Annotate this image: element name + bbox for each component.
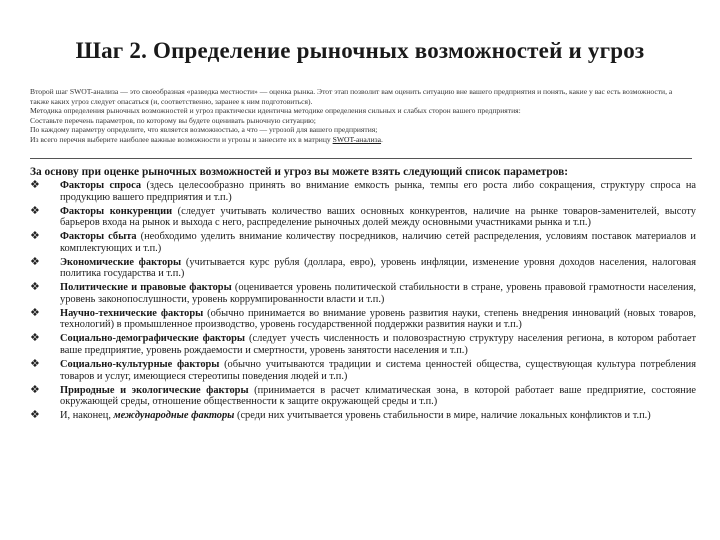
factor-description: (оценивается уровень политической стабильности в стране, уровень правовой грамотности населения, уровень законопослушности, уровень коррумпированности власти и т.п.): [60, 282, 696, 305]
diamond-bullet-icon: ❖: [30, 331, 40, 345]
intro-paragraph: Составьте перечень параметров, по которому вы будете оценивать рыночную ситуацию;: [30, 115, 316, 125]
factor-description: (обычно учитываются традиции и система ценностей общества, существующая культура потребления товаров и услуг, имеющиеся стереотипы поведения людей и т.п.): [60, 359, 696, 382]
factor-term: Факторы сбыта: [60, 231, 137, 243]
factor-term: Социально-культурные факторы: [60, 359, 220, 371]
factor-description: (обычно принимается во внимание уровень развития науки, степень внедрения инноваций (новых товаров, технологий) в промышленное производство, уровень государственной поддержки развития науки и т.п.): [60, 307, 696, 331]
diamond-bullet-icon: ❖: [30, 408, 40, 422]
list-item: [30, 203, 696, 229]
list-item: [30, 254, 696, 280]
intro-paragraph: [30, 135, 692, 145]
intro-paragraph: Методика определения рыночных возможностей и угроз практически идентична методике определения сильных и слабых сторон вашего предприятия:: [30, 106, 521, 116]
factor-description: (учитывается курс рубля (доллара, евро), уровень инфляции, изменение уровня доходов населения, налоговая политика государства и т.п.): [60, 256, 696, 280]
factor-description: (следует учитывать количество ваших основных конкурентов, наличие на рынке товаров-заменителей, высоту барьеров входа на рынок и выхода с него, распределение рыночных долей между основными участниками рынка и т.п.): [60, 205, 696, 229]
factor-term: Факторы спроса: [60, 180, 142, 191]
list-item: [30, 180, 696, 203]
list-item: [30, 359, 696, 382]
factor-term: Экономические факторы: [60, 256, 182, 268]
diamond-bullet-icon: ❖: [30, 382, 40, 396]
diamond-bullet-icon: ❖: [30, 357, 40, 371]
list-item: [30, 305, 696, 331]
factors-lead-heading: За основу при оценке рыночных возможностей и угроз вы можете взять следующий список параметров:: [30, 166, 569, 178]
factor-term: Социально-демографические факторы: [60, 333, 246, 345]
factor-term: Политические и правовые факторы: [60, 282, 232, 294]
intro-text: [30, 87, 692, 145]
list-item: [30, 333, 696, 356]
diamond-bullet-icon: ❖: [30, 203, 40, 217]
factor-description: (здесь целесообразно принять во внимание емкость рынка, темпы его роста либо сокращения, структуру спроса на продукцию вашего предприятия и т.п.): [60, 180, 696, 203]
intro-text-fragment: Из всего перечня выберите наиболее важные возможности и угрозы и занесите их в матрицу: [30, 134, 333, 144]
diamond-bullet-icon: ❖: [30, 280, 40, 294]
factor-term: международные факторы: [113, 410, 235, 422]
diamond-bullet-icon: ❖: [30, 178, 40, 191]
swot-analysis-link[interactable]: SWOT-анализа: [332, 134, 382, 144]
list-item: [30, 282, 696, 305]
factor-description: (принимается в расчет климатическая зона, в которой работает ваше предприятие, состояние окружающей среды, отношение общественности к защите окружающей среды и т.п.): [60, 384, 697, 408]
intro-text-fragment: .: [381, 134, 383, 144]
list-item: [30, 382, 697, 408]
diamond-bullet-icon: ❖: [30, 229, 40, 243]
factors-list: [30, 180, 696, 424]
factor-description: (среди них учитывается уровень стабильности в мире, наличие локальных конфликтов и т.п.): [234, 410, 651, 422]
list-item: [30, 410, 696, 422]
factor-term: Научно-технические факторы: [60, 307, 204, 319]
diamond-bullet-icon: ❖: [30, 254, 40, 268]
page-title: Шаг 2. Определение рыночных возможностей и угроз: [75, 38, 645, 63]
intro-paragraph: Второй шаг SWOT-анализа — это своеобразная «разведка местности» — оценка рынка. Этот этап позволит вам оценить ситуацию вне вашего предприятия и понять, какие у вас есть возможности, а также каких угроз следует опасаться (и, соответственно, заранее к ним подготовиться).: [30, 87, 673, 106]
factor-description: (следует учесть численность и половозрастную структуру населения региона, в котором работает ваше предприятие, уровень рождаемости и смертности, уровень занятости населения и т.п.): [60, 333, 697, 357]
intro-paragraph: По каждому параметру определите, что является возможностью, а что — угрозой для вашего предприятия;: [30, 125, 378, 135]
factor-term: Природные и экологические факторы: [60, 384, 249, 396]
diamond-bullet-icon: ❖: [30, 305, 40, 319]
list-item: [30, 231, 696, 254]
factor-term: Факторы конкуренции: [60, 205, 173, 217]
factor-prefix: И, наконец,: [60, 410, 114, 422]
divider: [30, 158, 692, 159]
factor-description: (необходимо уделить внимание количеству посредников, наличию сетей распределения, условиям поставок материалов и комплектующих и т.п.): [60, 231, 696, 254]
